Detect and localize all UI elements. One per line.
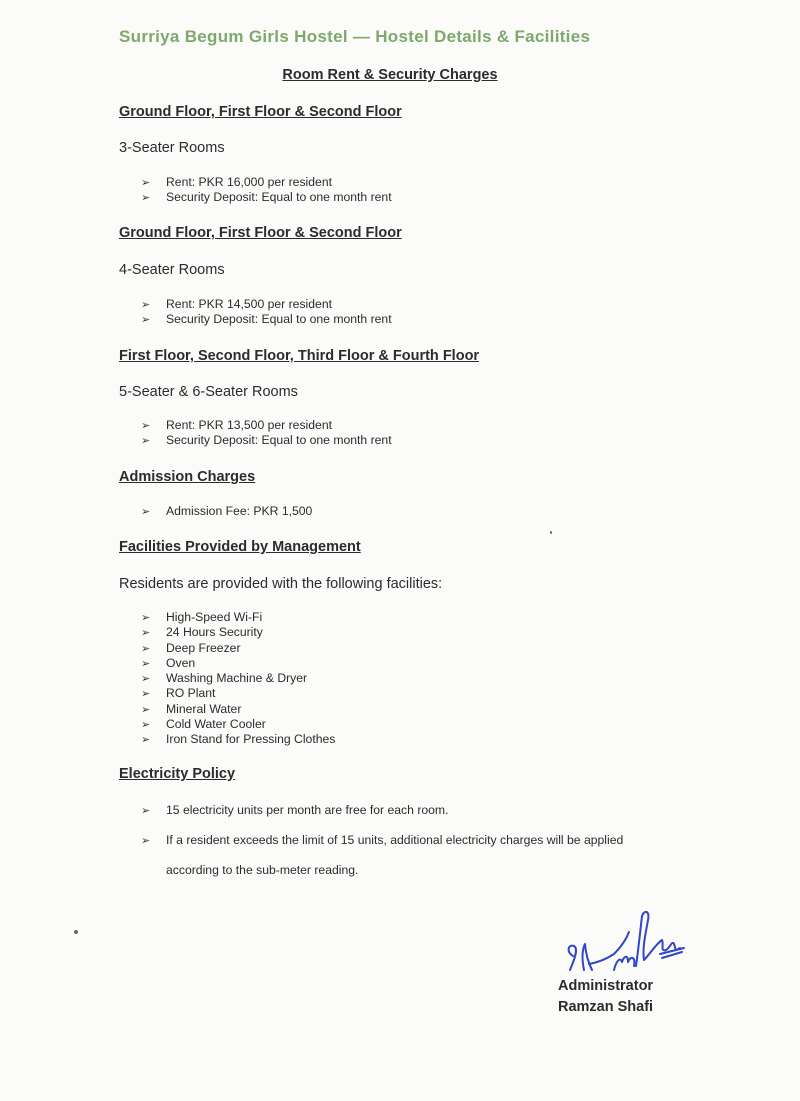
arrow-bullet-icon: ➢ <box>141 703 151 716</box>
arrow-bullet-icon: ➢ <box>141 299 151 311</box>
arrow-bullet-icon: ➢ <box>141 805 151 817</box>
room-floor-heading: Ground Floor, First Floor & Second Floor <box>119 225 402 241</box>
arrow-bullet-icon: ➢ <box>141 627 151 640</box>
electricity-list <box>141 800 623 890</box>
list-item: ➢ Cold Water Cooler <box>141 717 335 732</box>
room-floor-heading: First Floor, Second Floor, Third Floor & Fourth Floor <box>119 348 480 364</box>
room-type: 5-Seater & 6-Seater Rooms <box>119 384 298 400</box>
list-item: ➢ RO Plant <box>141 686 335 701</box>
list-item: ➢ Rent: PKR 14,500 per resident <box>141 297 392 312</box>
list-item: ➢ Security Deposit: Equal to one month rent <box>141 433 392 448</box>
list-item-continuation: according to the sub-meter reading. <box>166 863 359 877</box>
list-item: ➢ Mineral Water <box>141 702 335 717</box>
arrow-bullet-icon: ➢ <box>141 177 151 189</box>
scan-speck <box>550 531 552 534</box>
admission-heading: Admission Charges <box>119 469 256 485</box>
list-item: ➢ 24 Hours Security <box>141 625 335 640</box>
signature-block <box>556 904 716 1014</box>
list-item: ➢ Oven <box>141 656 335 671</box>
arrow-bullet-icon: ➢ <box>141 192 151 205</box>
arrow-bullet-icon: ➢ <box>141 835 151 847</box>
list-item: ➢ Security Deposit: Equal to one month rent <box>141 312 392 327</box>
arrow-bullet-icon: ➢ <box>141 734 151 747</box>
section-subtitle: Room Rent & Security Charges <box>282 67 498 83</box>
arrow-bullet-icon: ➢ <box>141 435 151 448</box>
scan-speck <box>74 930 78 934</box>
list-item: ➢ Admission Fee: PKR 1,500 <box>141 504 312 519</box>
signatory-name: Ramzan Shafi <box>558 999 654 1015</box>
room-floor-heading: Ground Floor, First Floor & Second Floor <box>119 104 402 120</box>
room-type: 4-Seater Rooms <box>119 262 225 278</box>
list-item: ➢ High-Speed Wi-Fi <box>141 610 335 625</box>
list-item: ➢ Rent: PKR 13,500 per resident <box>141 418 392 433</box>
list-item: ➢ Iron Stand for Pressing Clothes <box>141 732 335 747</box>
arrow-bullet-icon: ➢ <box>141 688 151 701</box>
room-charges-list <box>141 297 392 328</box>
list-item: ➢ If a resident exceeds the limit of 15 units, additional electricity charges will be applied <box>141 830 623 860</box>
list-item: ➢ Deep Freezer <box>141 641 335 656</box>
room-charges-list <box>141 175 392 206</box>
arrow-bullet-icon: ➢ <box>141 314 151 327</box>
facilities-heading: Facilities Provided by Management <box>119 539 361 555</box>
signatory-role: Administrator <box>558 978 654 994</box>
list-item: ➢ Security Deposit: Equal to one month rent <box>141 190 392 205</box>
room-type: 3-Seater Rooms <box>119 140 225 156</box>
arrow-bullet-icon: ➢ <box>141 420 151 432</box>
handwritten-signature <box>556 904 716 979</box>
list-item: ➢ Rent: PKR 16,000 per resident <box>141 175 392 190</box>
list-item: ➢ Washing Machine & Dryer <box>141 671 335 686</box>
admission-list <box>141 504 312 519</box>
list-item: ➢ 15 electricity units per month are free for each room. <box>141 800 623 830</box>
arrow-bullet-icon: ➢ <box>141 719 151 732</box>
arrow-bullet-icon: ➢ <box>141 673 151 686</box>
room-charges-list <box>141 418 392 449</box>
arrow-bullet-icon: ➢ <box>141 612 151 624</box>
page-title: Surriya Begum Girls Hostel — Hostel Details & Facilities <box>119 27 591 46</box>
facilities-intro: Residents are provided with the following facilities: <box>119 576 443 592</box>
arrow-bullet-icon: ➢ <box>141 642 151 655</box>
arrow-bullet-icon: ➢ <box>141 506 151 518</box>
facilities-list <box>141 610 335 748</box>
arrow-bullet-icon: ➢ <box>141 657 151 670</box>
electricity-heading: Electricity Policy <box>119 766 236 782</box>
